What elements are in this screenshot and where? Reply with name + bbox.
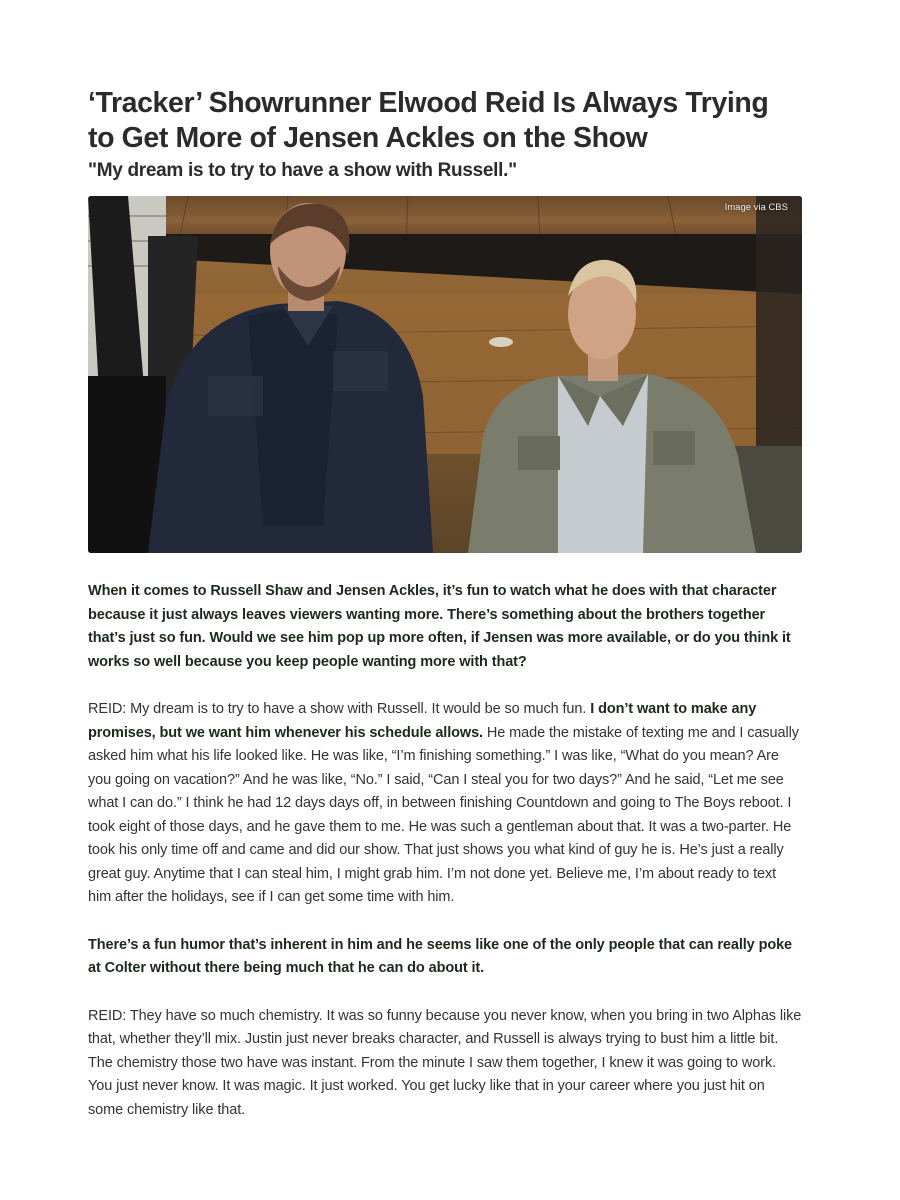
- article-headline: ‘Tracker’ Showrunner Elwood Reid Is Always Trying to Get More of Jensen Ackles on the Show: [88, 87, 769, 154]
- article: [88, 86, 802, 1122]
- answer-1-lead: REID: My dream is to try to have a show with Russell. It would be so much fun.: [88, 701, 591, 717]
- answer-1-emphasis: I don’t want to make any promises, but we want him whenever his schedule allows.: [88, 701, 757, 741]
- image-credit: Image via CBS: [724, 202, 788, 213]
- interview-question-1: When it comes to Russell Shaw and Jensen Ackles, it’s fun to watch what he does with that character because it just always leaves viewers wanting more. There’s something about the brothers together that’s just so fun. Would we see him pop up more often, if Jensen was more available, or do you think it works so well because you keep people wanting more with that?: [88, 583, 791, 670]
- interview-question-2: There’s a fun humor that’s inherent in him and he seems like one of the only people that can really poke at Colter without there being much that he can do about it.: [88, 936, 793, 976]
- article-subheadline: "My dream is to try to have a show with Russell.": [88, 160, 517, 181]
- hero-image: [88, 196, 802, 553]
- interview-answer-1: [88, 698, 802, 910]
- hero-photo-illustration: [88, 196, 802, 553]
- answer-1-rest: He made the mistake of texting me and I casually asked him what his life looked like. He was like, “I’m finishing something.” I was like, “What do you mean? Are you going on vacation?” And he was like, “No.” I said, “Can I steal you for two days?” And he said, “Let me see what I can do.” I think he had 12 days days off, in between finishing Countdown and going to The Boys reboot. I took eight of those days, and he gave them to me. He was such a gentleman about that. It was a two-parter. He took his only time off and came and did our show. That just shows you what kind of guy he is. He’s just a really great guy. Anytime that I can steal him, I might grab him. I’m not done yet. Believe me, I’m about ready to text him after the holidays, see if I can get some time with him.: [88, 724, 799, 905]
- interview-answer-2: REID: They have so much chemistry. It was so funny because you never know, when you bring in two Alphas like that, whether they’ll mix. Justin just never breaks character, and Russell is always trying to bust him a little bit. The chemistry those two have was instant. From the minute I saw them together, I knew it was going to work. You just never know. It was magic. It just worked. You get lucky like that in your career where you just hit on some chemistry like that.: [88, 1007, 802, 1118]
